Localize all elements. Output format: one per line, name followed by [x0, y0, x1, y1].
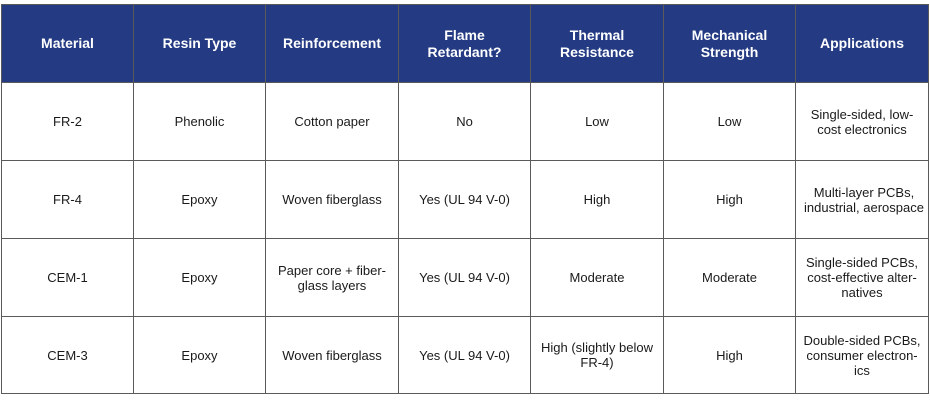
table-row [2, 317, 929, 394]
cell-thermal-resistance: High [531, 161, 664, 239]
cell-reinforcement: Woven fiberglass [266, 317, 399, 394]
header-flame-retardant-label: Flame Retardant? [427, 26, 502, 60]
cell-material: FR-4 [2, 161, 134, 239]
cell-flame-retardant: Yes (UL 94 V-0) [399, 161, 531, 239]
cell-resin-type: Epoxy [134, 239, 266, 317]
cell-flame-retardant: Yes (UL 94 V-0) [399, 317, 531, 394]
cell-applications-text: Single-sided, low-cost electronics [810, 106, 914, 137]
cell-reinforcement: Cotton paper [266, 83, 399, 161]
table-row [2, 239, 929, 317]
header-mechanical-strength-label: Mechanical Strength [691, 26, 768, 60]
header-mechanical-strength [664, 5, 796, 83]
header-resin-type: Resin Type [134, 5, 266, 83]
cell-thermal-resistance: Low [531, 83, 664, 161]
cell-applications [796, 239, 929, 317]
header-applications: Applications [796, 5, 929, 83]
header-thermal-resistance [531, 5, 664, 83]
cell-mechanical-strength: High [664, 317, 796, 394]
cell-applications-text: Multi-layer PCBs, industrial, aerospace [804, 184, 924, 215]
cell-resin-type: Epoxy [134, 161, 266, 239]
cell-mechanical-strength: Low [664, 83, 796, 161]
cell-resin-type: Phenolic [134, 83, 266, 161]
header-reinforcement: Reinforcement [266, 5, 399, 83]
table-row [2, 161, 929, 239]
header-thermal-resistance-label: Thermal Resistance [560, 26, 634, 60]
cell-flame-retardant: No [399, 83, 531, 161]
cell-thermal-resistance: Moderate [531, 239, 664, 317]
cell-material: CEM-3 [2, 317, 134, 394]
cell-applications [796, 161, 929, 239]
header-row [2, 5, 929, 83]
header-material: Material [2, 5, 134, 83]
cell-thermal-resistance-text: High (slightly below FR-4) [541, 340, 653, 370]
cell-applications [796, 83, 929, 161]
cell-reinforcement [266, 239, 399, 317]
cell-material: FR-2 [2, 83, 134, 161]
pcb-materials-comparison-table [1, 4, 929, 394]
cell-reinforcement: Woven fiberglass [266, 161, 399, 239]
cell-reinforcement-text: Paper core + fiber-glass layers [277, 262, 387, 293]
cell-thermal-resistance [531, 317, 664, 394]
cell-flame-retardant: Yes (UL 94 V-0) [399, 239, 531, 317]
cell-applications [796, 317, 929, 394]
cell-applications-text: Double-sided PCBs, consumer electron-ics [803, 332, 921, 378]
cell-mechanical-strength: Moderate [664, 239, 796, 317]
cell-resin-type: Epoxy [134, 317, 266, 394]
header-flame-retardant [399, 5, 531, 83]
cell-mechanical-strength: High [664, 161, 796, 239]
table-row [2, 83, 929, 161]
cell-applications-text: Single-sided PCBs, cost-effective alter-natives [806, 255, 918, 300]
cell-material: CEM-1 [2, 239, 134, 317]
